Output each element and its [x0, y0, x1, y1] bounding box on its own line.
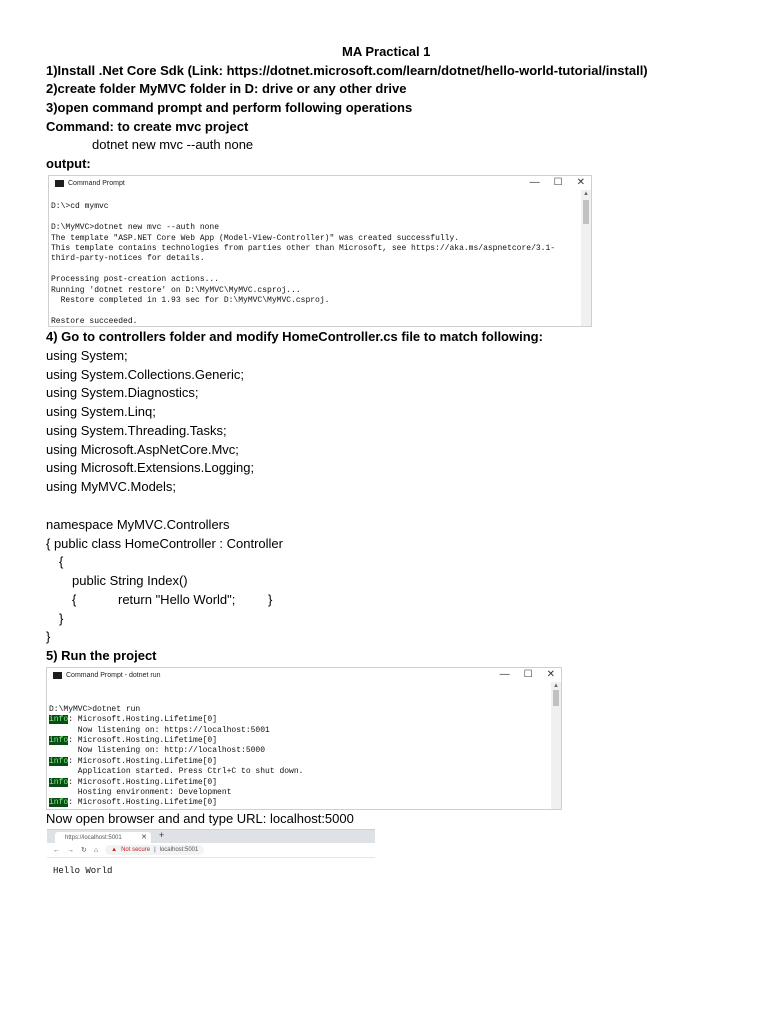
command-prompt-icon: [55, 180, 64, 187]
info-tag: info: [49, 777, 69, 787]
doc-title: MA Practical 1: [342, 44, 431, 59]
back-icon[interactable]: ←: [53, 846, 60, 854]
window-title: Command Prompt: [68, 179, 125, 187]
browser-toolbar: [47, 843, 375, 858]
scrollbar[interactable]: [581, 190, 591, 326]
step-1: 1)Install .Net Core Sdk (Link: https://dotnet.microsoft.com/learn/dotnet/hello-world-tutorial/install): [46, 63, 648, 78]
output-label: output:: [46, 156, 91, 171]
info-tag: info: [49, 756, 69, 766]
console-line: Now listening on: http://localhost:5000: [49, 746, 266, 756]
browser-instruction: Now open browser and and type URL: localhost:5000: [46, 811, 354, 826]
code-return: return "Hello World";: [118, 592, 236, 607]
console-line: Hosting environment: Development: [49, 788, 232, 798]
console-line: [49, 757, 561, 767]
browser-window: [47, 829, 375, 1025]
console-line: [49, 809, 561, 810]
console-line: Running 'dotnet restore' on D:\MyMVC\MyMVC.csproj...: [51, 285, 301, 295]
console-output: [47, 682, 561, 810]
reload-icon[interactable]: ↻: [81, 847, 87, 854]
console-line: The template "ASP.NET Core Web App (Model-View-Controller)" was created successfully.: [51, 233, 460, 243]
log-head: : Microsoft.Hosting.Lifetime[0]: [68, 777, 218, 787]
url-text: localhost:5001: [159, 847, 199, 853]
forward-icon[interactable]: →: [67, 846, 74, 854]
not-secure-label: Not secure: [121, 847, 151, 853]
console-output: [49, 190, 591, 327]
console-line: [49, 778, 561, 788]
code-brace: }: [46, 629, 51, 644]
maximize-icon[interactable]: ☐: [523, 669, 533, 680]
home-icon[interactable]: ⌂: [93, 846, 99, 854]
console-line: This template contains technologies from parties other than Microsoft, see https://aka.ms/aspnetcore/3.1-: [51, 244, 556, 254]
code-brace: }: [59, 611, 64, 626]
code-line: using System.Diagnostics;: [46, 385, 199, 400]
code-class: { public class HomeController : Controller: [46, 536, 283, 551]
console-line: Restore completed in 1.93 sec for D:\MyMVC\MyMVC.csproj.: [51, 296, 330, 306]
console-line: D:\MyMVC>dotnet run: [49, 704, 141, 714]
command-prompt-window: [48, 175, 592, 327]
command-prompt-icon: [53, 672, 62, 679]
code-namespace: namespace MyMVC.Controllers: [46, 517, 230, 532]
tab-title: https://localhost:5001: [65, 834, 122, 841]
code-method: public String Index(): [72, 573, 188, 588]
log-head: : Microsoft.Hosting.Lifetime[0]: [68, 736, 218, 746]
info-tag: info: [49, 715, 69, 725]
close-icon[interactable]: ✕: [546, 669, 555, 680]
console-line: [51, 265, 591, 275]
code-brace: {: [59, 554, 64, 569]
code-brace: {: [72, 592, 77, 607]
minimize-icon[interactable]: —: [499, 669, 510, 680]
scroll-up-icon[interactable]: ▲: [583, 191, 589, 197]
command-label: Command: to create mvc project: [46, 119, 249, 134]
step-5: 5) Run the project: [46, 648, 157, 663]
browser-tabstrip: [47, 830, 375, 843]
info-tag: info: [49, 798, 69, 808]
scrollbar-thumb[interactable]: [553, 690, 559, 706]
close-icon[interactable]: ✕: [576, 177, 585, 188]
step-4: 4) Go to controllers folder and modify HomeController.cs file to match following:: [46, 329, 543, 344]
step-2: 2)create folder MyMVC folder in D: drive or any other drive: [46, 81, 407, 96]
info-tag: info: [49, 736, 69, 746]
console-line: Application started. Press Ctrl+C to shut down.: [49, 767, 304, 777]
close-tab-icon[interactable]: ✕: [141, 834, 147, 841]
command-prompt-run-window: [46, 667, 562, 810]
code-brace: }: [268, 592, 273, 607]
console-line: D:\MyMVC>dotnet new mvc --auth none: [51, 223, 220, 233]
scroll-up-icon[interactable]: ▲: [553, 683, 559, 689]
window-titlebar: [47, 668, 561, 682]
scrollbar-thumb[interactable]: [583, 200, 589, 224]
maximize-icon[interactable]: ☐: [553, 177, 563, 188]
code-line: using System.Collections.Generic;: [46, 367, 244, 382]
console-line: [49, 736, 561, 746]
console-line: [51, 306, 591, 316]
code-line: using System;: [46, 348, 128, 363]
code-line: using MyMVC.Models;: [46, 479, 177, 494]
page-content: Hello World: [53, 866, 113, 876]
console-line: [49, 798, 561, 808]
console-line: third-party-notices for details.: [51, 254, 205, 264]
code-line: using System.Threading.Tasks;: [46, 423, 227, 438]
step-3: 3)open command prompt and perform following operations: [46, 100, 413, 115]
console-line: Processing post-creation actions...: [51, 275, 220, 285]
minimize-icon[interactable]: —: [529, 177, 540, 188]
console-line: [51, 213, 591, 223]
console-line: Now listening on: https://localhost:5001: [49, 725, 270, 735]
window-titlebar: [49, 176, 591, 190]
address-bar[interactable]: ▲ Not secure | localhost:5001: [105, 845, 204, 855]
code-line: using System.Linq;: [46, 404, 156, 419]
scrollbar[interactable]: [551, 682, 561, 809]
log-head: : Microsoft.Hosting.Lifetime[0]: [68, 798, 218, 808]
code-line: using Microsoft.AspNetCore.Mvc;: [46, 442, 239, 457]
console-line: D:\>cd mymvc: [51, 202, 109, 212]
console-line: Restore succeeded.: [51, 316, 138, 326]
command-text: dotnet new mvc --auth none: [92, 137, 254, 152]
log-head: : Microsoft.Hosting.Lifetime[0]: [68, 756, 218, 766]
browser-tab[interactable]: [55, 832, 151, 843]
code-line: using Microsoft.Extensions.Logging;: [46, 460, 255, 475]
window-title: Command Prompt - dotnet run: [66, 671, 161, 679]
log-head: : Microsoft.Hosting.Lifetime[0]: [68, 715, 218, 725]
new-tab-icon[interactable]: +: [159, 830, 165, 840]
console-line: [49, 715, 561, 725]
warning-icon: ▲: [111, 847, 118, 853]
